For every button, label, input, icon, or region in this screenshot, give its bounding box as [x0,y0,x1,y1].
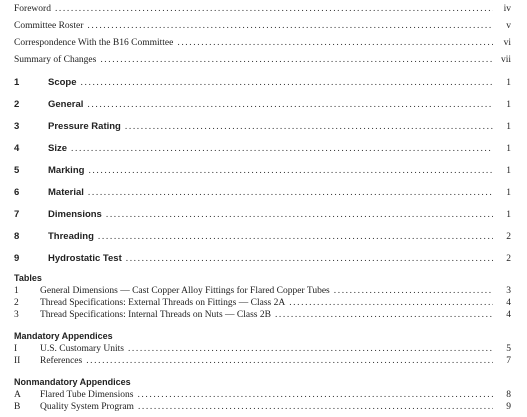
section-number: 9 [14,253,20,264]
section-title: Marking [48,165,85,176]
entry-page: 3 [506,286,511,296]
section-title: Dimensions [48,209,102,220]
toc-entry-section-8[interactable] [14,231,511,244]
entry-page: vii [500,55,511,65]
item-number: 2 [14,298,19,308]
mandatory-appendices-heading: Mandatory Appendices [14,331,113,341]
section-title: Size [48,143,68,154]
toc-entry-table-3[interactable] [14,310,511,323]
leader-dots [86,356,493,366]
leader-dots [289,298,493,308]
entry-page: 1 [506,188,511,198]
leader-dots [128,344,493,354]
leader-dots [177,38,493,48]
item-title: General Dimensions — Cast Copper Alloy Fittings for Flared Copper Tubes [40,286,330,296]
section-number: 7 [14,209,20,220]
item-title: Flared Tube Dimensions [40,390,134,400]
entry-title: Summary of Changes [14,55,97,65]
item-title: Thread Specifications: External Threads on Fittings — Class 2A [40,298,286,308]
section-number: 5 [14,165,20,176]
entry-page: vi [503,38,511,48]
item-number: II [14,356,21,366]
entry-page: 7 [506,356,511,366]
item-number: 1 [14,286,19,296]
entry-page: 8 [506,390,511,400]
section-number: 3 [14,121,20,132]
toc-entry-appendix-b[interactable] [14,402,511,415]
toc-entry-section-1[interactable] [14,77,511,90]
leader-dots [334,286,493,296]
entry-page: 2 [506,254,511,264]
leader-dots [106,210,493,220]
leader-dots [71,144,493,154]
entry-page: iv [503,4,511,14]
entry-page: 9 [506,402,511,412]
item-number: A [14,390,21,400]
item-number: 3 [14,310,19,320]
section-title: Scope [48,77,77,88]
leader-dots [88,188,493,198]
leader-dots [275,310,493,320]
section-number: 8 [14,231,20,242]
section-number: 2 [14,99,20,110]
item-number: I [14,344,18,354]
item-number: B [14,402,21,412]
entry-page: 4 [506,310,511,320]
toc-entry-section-2[interactable] [14,99,511,112]
tables-heading: Tables [14,273,42,283]
leader-dots [87,21,493,31]
leader-dots [98,232,493,242]
toc-entry-section-3[interactable] [14,121,511,134]
entry-page: 1 [506,210,511,220]
leader-dots [125,122,493,132]
item-title: References [40,356,83,366]
entry-page: 1 [506,100,511,110]
toc-entry-section-6[interactable] [14,187,511,200]
entry-title: Committee Roster [14,21,84,31]
toc-entry-section-9[interactable] [14,253,511,266]
leader-dots [88,166,493,176]
section-title: Threading [48,231,94,242]
leader-dots [87,100,493,110]
leader-dots [100,55,493,65]
toc-entry-foreword[interactable] [14,4,511,17]
entry-title: Correspondence With the B16 Committee [14,38,174,48]
leader-dots [81,78,493,88]
item-title: Thread Specifications: Internal Threads on Nuts — Class 2B [40,310,271,320]
section-number: 4 [14,143,20,154]
section-title: General [48,99,84,110]
entry-page: 1 [506,144,511,154]
entry-page: 5 [506,344,511,354]
section-title: Pressure Rating [48,121,121,132]
toc-entry-section-7[interactable] [14,209,511,222]
section-title: Material [48,187,84,198]
nonmandatory-appendices-heading: Nonmandatory Appendices [14,377,131,387]
toc-entry-appendix-ii[interactable] [14,356,511,369]
section-title: Hydrostatic Test [48,253,122,264]
entry-page: 1 [506,166,511,176]
entry-page: 2 [506,232,511,242]
toc-entry-correspondence[interactable] [14,38,511,51]
entry-page: 4 [506,298,511,308]
entry-page: 1 [506,122,511,132]
leader-dots [137,390,493,400]
section-number: 6 [14,187,20,198]
leader-dots [126,254,493,264]
section-number: 1 [14,77,20,88]
toc-entry-summary-of-changes[interactable] [14,55,511,68]
toc-entry-committee-roster[interactable] [14,21,511,34]
toc-entry-section-5[interactable] [14,165,511,178]
toc-entry-section-4[interactable] [14,143,511,156]
leader-dots [138,402,493,412]
entry-page: v [506,21,511,31]
entry-page: 1 [506,78,511,88]
item-title: U.S. Customary Units [40,344,124,354]
leader-dots [55,4,493,14]
entry-title: Foreword [14,4,51,14]
item-title: Quality System Program [40,402,134,412]
